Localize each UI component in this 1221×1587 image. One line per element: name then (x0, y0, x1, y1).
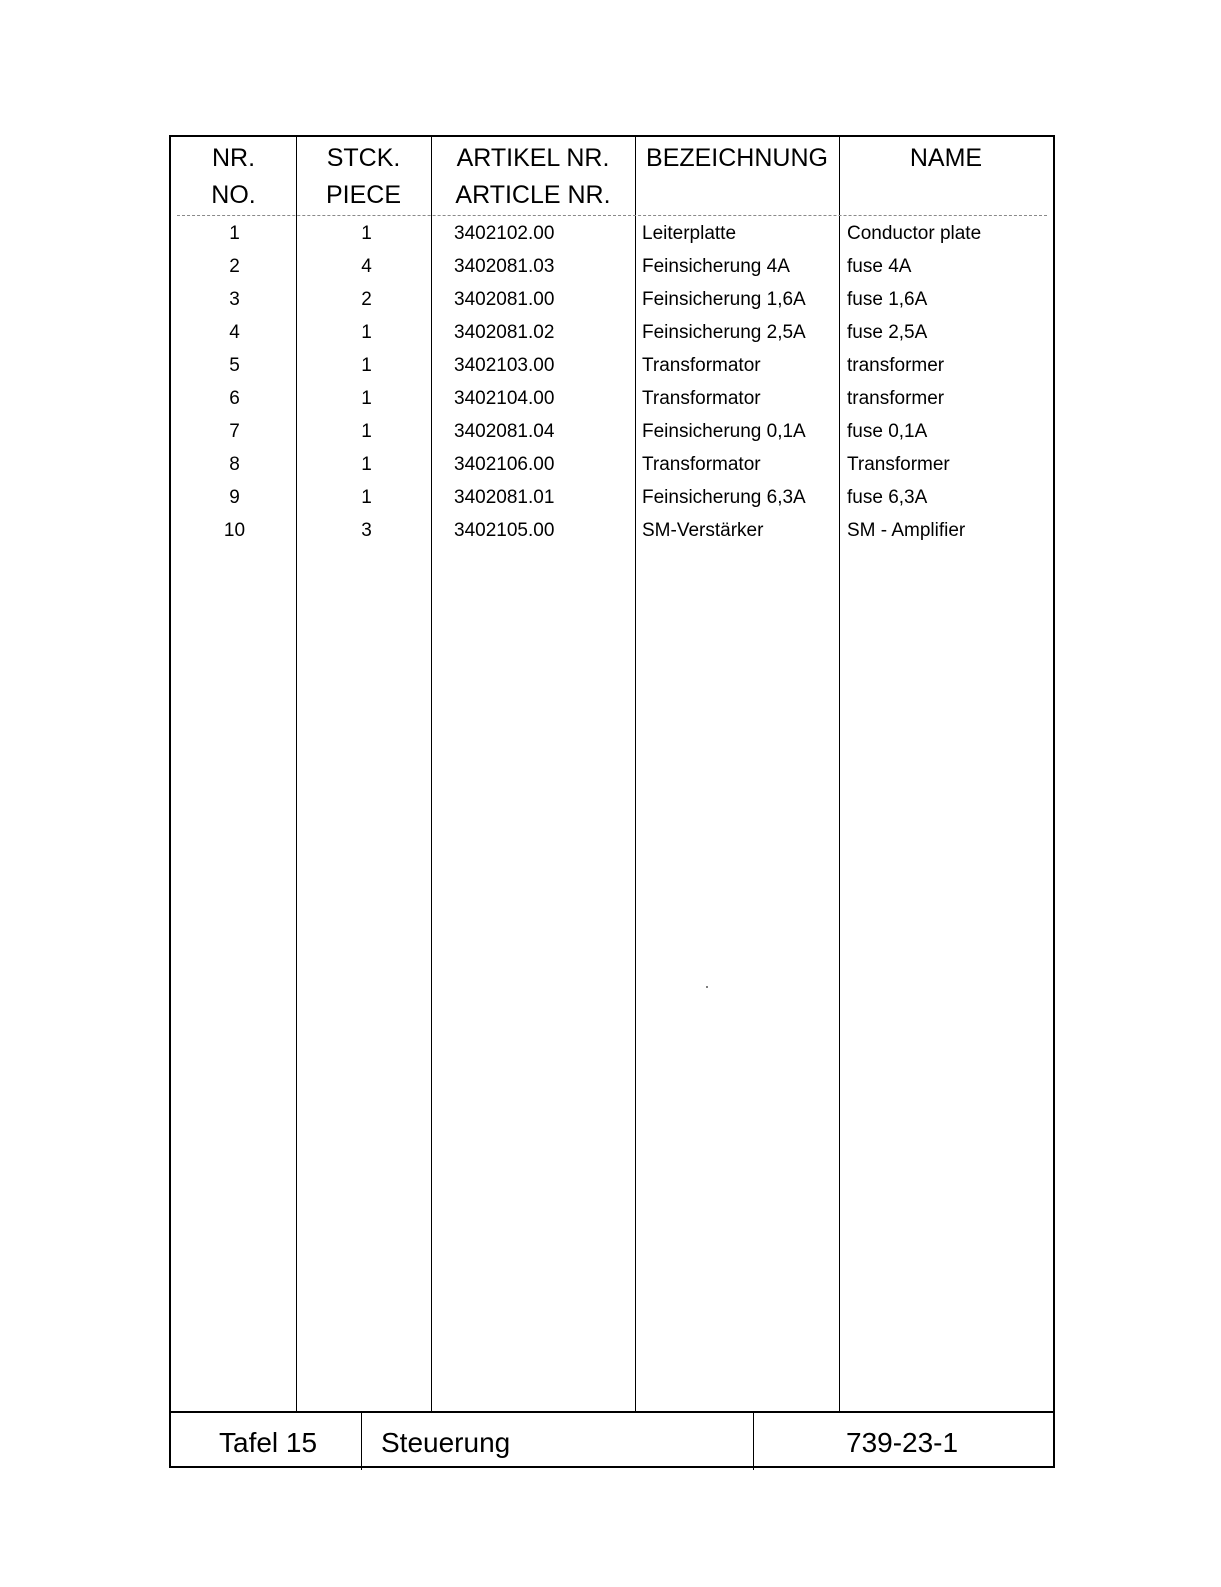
cell-bezeichnung: Feinsicherung 4A (642, 256, 790, 277)
header-piece-de: STCK. (326, 144, 401, 172)
cell-bezeichnung: Transformator (642, 355, 761, 376)
cell-article: 3402106.00 (454, 454, 555, 475)
footer-divider (753, 1413, 754, 1470)
table-row (171, 283, 1053, 316)
cell-bezeichnung: SM-Verstärker (642, 520, 764, 541)
cell-piece: 3 (361, 520, 372, 541)
cell-piece: 4 (361, 256, 372, 277)
cell-no: 3 (229, 289, 240, 310)
title-block (171, 1411, 1053, 1468)
header-piece (296, 140, 431, 214)
assembly-title: Steuerung (381, 1427, 511, 1458)
header-article-en: ARTICLE NR. (455, 181, 611, 209)
cell-name: fuse 6,3A (847, 487, 928, 508)
footer-divider (361, 1413, 362, 1470)
cell-name: fuse 1,6A (847, 289, 928, 310)
parts-list-sheet (169, 135, 1055, 1468)
cell-piece: 1 (361, 454, 372, 475)
cell-no: 6 (229, 388, 240, 409)
cell-bezeichnung: Feinsicherung 1,6A (642, 289, 806, 310)
cell-name: Conductor plate (847, 223, 982, 244)
cell-bezeichnung: Feinsicherung 0,1A (642, 421, 806, 442)
cell-name: SM - Amplifier (847, 520, 966, 541)
plate-number: Tafel 15 (219, 1427, 318, 1458)
header-no-en: NO. (211, 181, 256, 209)
cell-bezeichnung: Leiterplatte (642, 223, 737, 244)
table-row (171, 481, 1053, 514)
cell-article: 3402103.00 (454, 355, 555, 376)
scan-speck (706, 986, 708, 988)
table-row (171, 250, 1053, 283)
table-header (171, 137, 1053, 217)
cell-name: fuse 0,1A (847, 421, 928, 442)
cell-no: 9 (229, 487, 240, 508)
cell-name: transformer (847, 388, 945, 409)
header-article-de: ARTIKEL NR. (456, 144, 610, 172)
cell-bezeichnung: Transformator (642, 454, 761, 475)
header-bezeichnung (635, 140, 839, 177)
cell-article: 3402081.00 (454, 289, 555, 310)
header-divider (177, 215, 1047, 216)
header-no-de: NR. (211, 144, 256, 172)
cell-piece: 1 (361, 421, 372, 442)
cell-article: 3402081.01 (454, 487, 555, 508)
cell-no: 8 (229, 454, 240, 475)
table-row (171, 415, 1053, 448)
cell-no: 10 (223, 520, 246, 541)
cell-article: 3402102.00 (454, 223, 555, 244)
cell-name: fuse 2,5A (847, 322, 928, 343)
header-bezeichnung-de: BEZEICHNUNG (646, 144, 828, 172)
cell-no: 7 (229, 421, 240, 442)
table-row (171, 217, 1053, 250)
cell-piece: 1 (361, 355, 372, 376)
cell-article: 3402105.00 (454, 520, 555, 541)
drawing-code: 739-23-1 (846, 1427, 959, 1458)
cell-no: 5 (229, 355, 240, 376)
cell-article: 3402081.02 (454, 322, 555, 343)
cell-name: Transformer (847, 454, 950, 475)
cell-name: transformer (847, 355, 945, 376)
cell-no: 2 (229, 256, 240, 277)
header-no (171, 140, 296, 214)
cell-article: 3402081.04 (454, 421, 555, 442)
header-name-en: NAME (909, 144, 983, 172)
cell-piece: 1 (361, 487, 372, 508)
cell-name: fuse 4A (847, 256, 912, 277)
table-row (171, 514, 1053, 547)
header-piece-en: PIECE (325, 181, 402, 209)
table-row (171, 382, 1053, 415)
table-row (171, 448, 1053, 481)
cell-piece: 2 (361, 289, 372, 310)
cell-article: 3402104.00 (454, 388, 555, 409)
header-name (839, 140, 1053, 177)
cell-bezeichnung: Feinsicherung 2,5A (642, 322, 806, 343)
cell-bezeichnung: Feinsicherung 6,3A (642, 487, 806, 508)
cell-piece: 1 (361, 223, 372, 244)
cell-no: 4 (229, 322, 240, 343)
cell-piece: 1 (361, 388, 372, 409)
cell-bezeichnung: Transformator (642, 388, 761, 409)
table-row (171, 349, 1053, 382)
cell-no: 1 (229, 223, 240, 244)
cell-piece: 1 (361, 322, 372, 343)
cell-article: 3402081.03 (454, 256, 555, 277)
header-article (431, 140, 635, 214)
table-row (171, 316, 1053, 349)
